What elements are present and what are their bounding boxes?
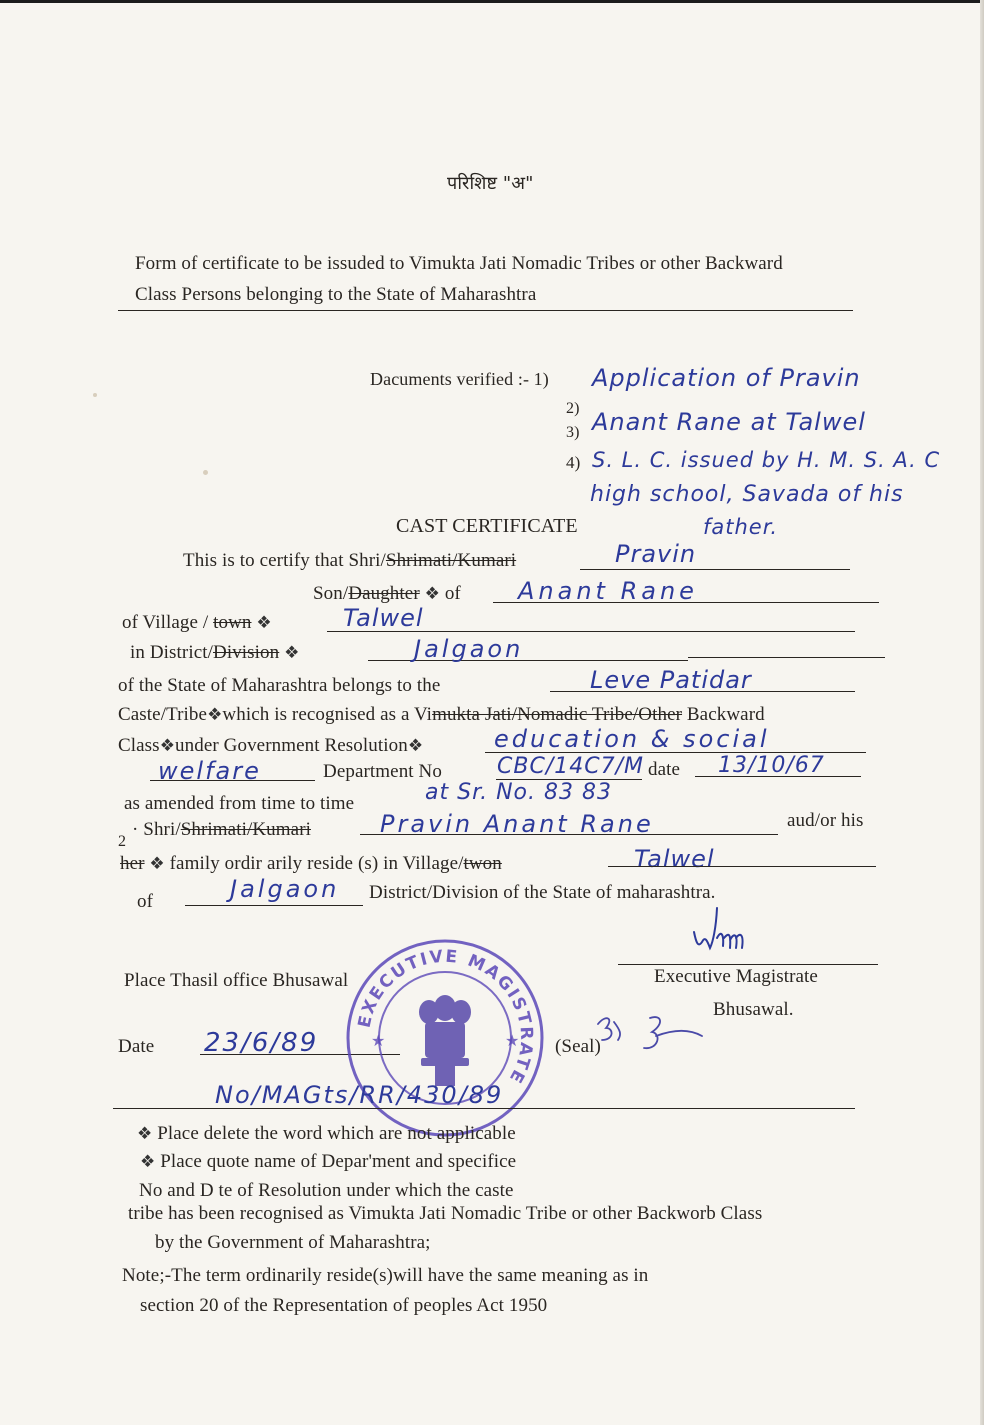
- of-text: of: [444, 583, 461, 604]
- department-handwriting: welfare: [158, 757, 261, 785]
- diamond-mark-icon: ❖: [137, 1124, 153, 1143]
- struck-daughter: Daughter: [348, 583, 420, 604]
- note-resolution-line: No and D te of Resolution under which the caste: [139, 1180, 514, 1201]
- signatory-title: Executive Magistrate: [654, 966, 818, 987]
- documents-number-3: 3): [566, 424, 580, 441]
- documents-handwriting-4: high school, Savada of his: [590, 482, 904, 507]
- documents-label: Dacuments verified :- 1): [370, 369, 549, 389]
- reference-number-handwriting: No/MAGts/RR/430/89: [215, 1081, 504, 1109]
- struck-shrimati-kumari: Shrimati/Kumari: [385, 550, 517, 571]
- struck-category-text: mukta Jati/Nomadic Tribe/Other: [432, 704, 683, 725]
- seal-star-left-icon: ★: [371, 1033, 386, 1050]
- shri-text: · Shri/: [132, 819, 181, 840]
- of-label-text: of: [137, 891, 154, 912]
- struck-town-2: twon: [463, 853, 502, 874]
- district-line-text: [130, 643, 299, 662]
- son-text: Son/: [313, 583, 349, 604]
- diamond-mark-icon: ❖: [159, 736, 176, 755]
- scan-edge-top: [0, 0, 984, 3]
- initials-signature: [592, 1010, 712, 1060]
- seal-label: (Seal): [555, 1036, 601, 1057]
- family-reside-line-text: [120, 854, 502, 873]
- note-delete-text: Place delete the word which are not applicable: [157, 1123, 516, 1144]
- resolution-line-text: [118, 736, 423, 755]
- date-label: Date: [118, 1036, 155, 1057]
- diamond-mark-icon: ❖: [207, 705, 223, 724]
- note-delete-words: [137, 1124, 516, 1143]
- struck-her: her: [120, 853, 145, 874]
- struck-town: town: [213, 612, 252, 633]
- issue-date-handwriting: 23/6/89: [204, 1028, 319, 1058]
- candidate-name-handwriting: Pravin: [615, 540, 697, 568]
- documents-handwriting-3: S. L. C. issued by H. M. S. A. C: [592, 448, 941, 472]
- note-reside-line: Note;-The term ordinarily reside(s)will have the same meaning as in: [122, 1265, 649, 1286]
- diamond-mark-icon: ❖: [407, 736, 424, 755]
- diamond-mark-icon: ❖: [149, 854, 165, 873]
- resolution-date-handwriting: 13/10/67: [718, 753, 825, 778]
- paper-spot: [93, 393, 97, 397]
- full-name-blank-line: [360, 834, 778, 835]
- documents-handwriting-2: Anant Rane at Talwel: [592, 408, 866, 436]
- resolution-handwriting: education & social: [494, 725, 770, 753]
- footer-rule: [113, 1108, 855, 1109]
- note-government-line: by the Government of Maharashtra;: [155, 1232, 431, 1253]
- reside-village-blank-line: [608, 866, 876, 867]
- and-or-his-text: aud/or his: [787, 810, 864, 831]
- district-blank-line-tail: [688, 657, 885, 658]
- resides-line-text: [132, 820, 311, 839]
- documents-handwriting-1: Application of Pravin: [592, 364, 861, 392]
- serial-number-handwriting: at Sr. No. 83 83: [425, 780, 612, 805]
- certify-text: This is to certify that Shri/: [183, 550, 386, 571]
- family-reside-text: family ordir arily reside (s) in Village/: [169, 853, 464, 874]
- diamond-mark-icon: ❖: [284, 643, 300, 662]
- note-department-text: Place quote name of Depar'ment and specifice: [160, 1151, 517, 1172]
- caste-handwriting: Leve Patidar: [590, 666, 752, 694]
- father-name-handwriting: Anant Rane: [518, 577, 698, 605]
- department-no-label: Department No: [323, 761, 442, 782]
- national-emblem-icon: [419, 995, 471, 1086]
- signatory-place: Bhusawal.: [713, 999, 794, 1020]
- village-line-text: [122, 613, 272, 632]
- seal-star-right-icon: ★: [505, 1033, 520, 1050]
- paragraph-number: 2: [118, 833, 127, 850]
- note-tribe-line: tribe has been recognised as Vimukta Jati Nomadic Tribe or other Backworb Class: [128, 1203, 763, 1224]
- diamond-mark-icon: ❖: [140, 1152, 156, 1171]
- district-state-text: District/Division of the State of maharashtra.: [369, 882, 716, 903]
- reside-district-blank-line: [185, 905, 363, 906]
- recognised-line-text: [118, 705, 765, 724]
- resolution-text: under Government Resolution: [175, 735, 408, 756]
- documents-handwriting-5: father.: [703, 515, 779, 539]
- full-name-handwriting: Pravin Anant Rane: [380, 810, 654, 838]
- date-label-text: date: [648, 759, 681, 780]
- department-number-handwriting: CBC/14C7/M: [497, 754, 644, 779]
- reside-district-handwriting: Jalgaon: [230, 875, 340, 903]
- resolution-date-line: [695, 776, 861, 777]
- struck-shrimati-kumari-2: Shrimati/Kumari: [180, 819, 311, 840]
- form-title-line-1: Form of certificate to be issuded to Vimukta Jati Nomadic Tribes or other Backward: [135, 253, 783, 274]
- village-text: of Village /: [122, 612, 209, 633]
- diamond-mark-icon: ❖: [424, 584, 440, 603]
- diamond-mark-icon: ❖: [256, 613, 272, 632]
- annexure-heading: परिशिष्ट "अ": [447, 173, 534, 194]
- form-title-line-2: Class Persons belonging to the State of Maharashtra: [135, 284, 537, 305]
- class-text: Class: [118, 735, 160, 756]
- district-text: in District/: [130, 642, 213, 663]
- name-blank-line: [580, 569, 850, 570]
- district-handwriting: Jalgaon: [414, 635, 524, 663]
- certify-line-text: [183, 551, 516, 570]
- certificate-title: CAST CERTIFICATE: [396, 515, 578, 537]
- village-handwriting: Talwel: [343, 604, 424, 632]
- caste-tribe-text: Caste/Tribe: [118, 704, 208, 725]
- department-blank-line: [150, 780, 315, 781]
- seal-ring-text: EXECUTIVE MAGISTRATE: [354, 946, 537, 1088]
- recognised-text: which is recognised as a Vi: [222, 704, 433, 725]
- note-department: [140, 1152, 516, 1171]
- title-rule: [118, 310, 853, 311]
- scan-edge-right: [980, 0, 984, 1425]
- son-of-line-text: [313, 584, 461, 603]
- note-act-line: section 20 of the Representation of peoples Act 1950: [140, 1295, 548, 1316]
- documents-number-4: 4): [566, 453, 581, 472]
- documents-number-2: 2): [566, 400, 580, 417]
- magistrate-signature: [686, 898, 766, 960]
- reside-village-handwriting: Talwel: [634, 845, 715, 873]
- backward-text: Backward: [686, 704, 765, 725]
- paper-spot: [203, 470, 208, 475]
- struck-division: Division: [213, 642, 280, 663]
- place-label: Place Thasil office Bhusawal: [124, 970, 349, 991]
- signature-line: [618, 964, 878, 965]
- belongs-line-text: of the State of Maharashtra belongs to the: [118, 675, 441, 696]
- amended-line-text: as amended from time to time: [124, 793, 355, 814]
